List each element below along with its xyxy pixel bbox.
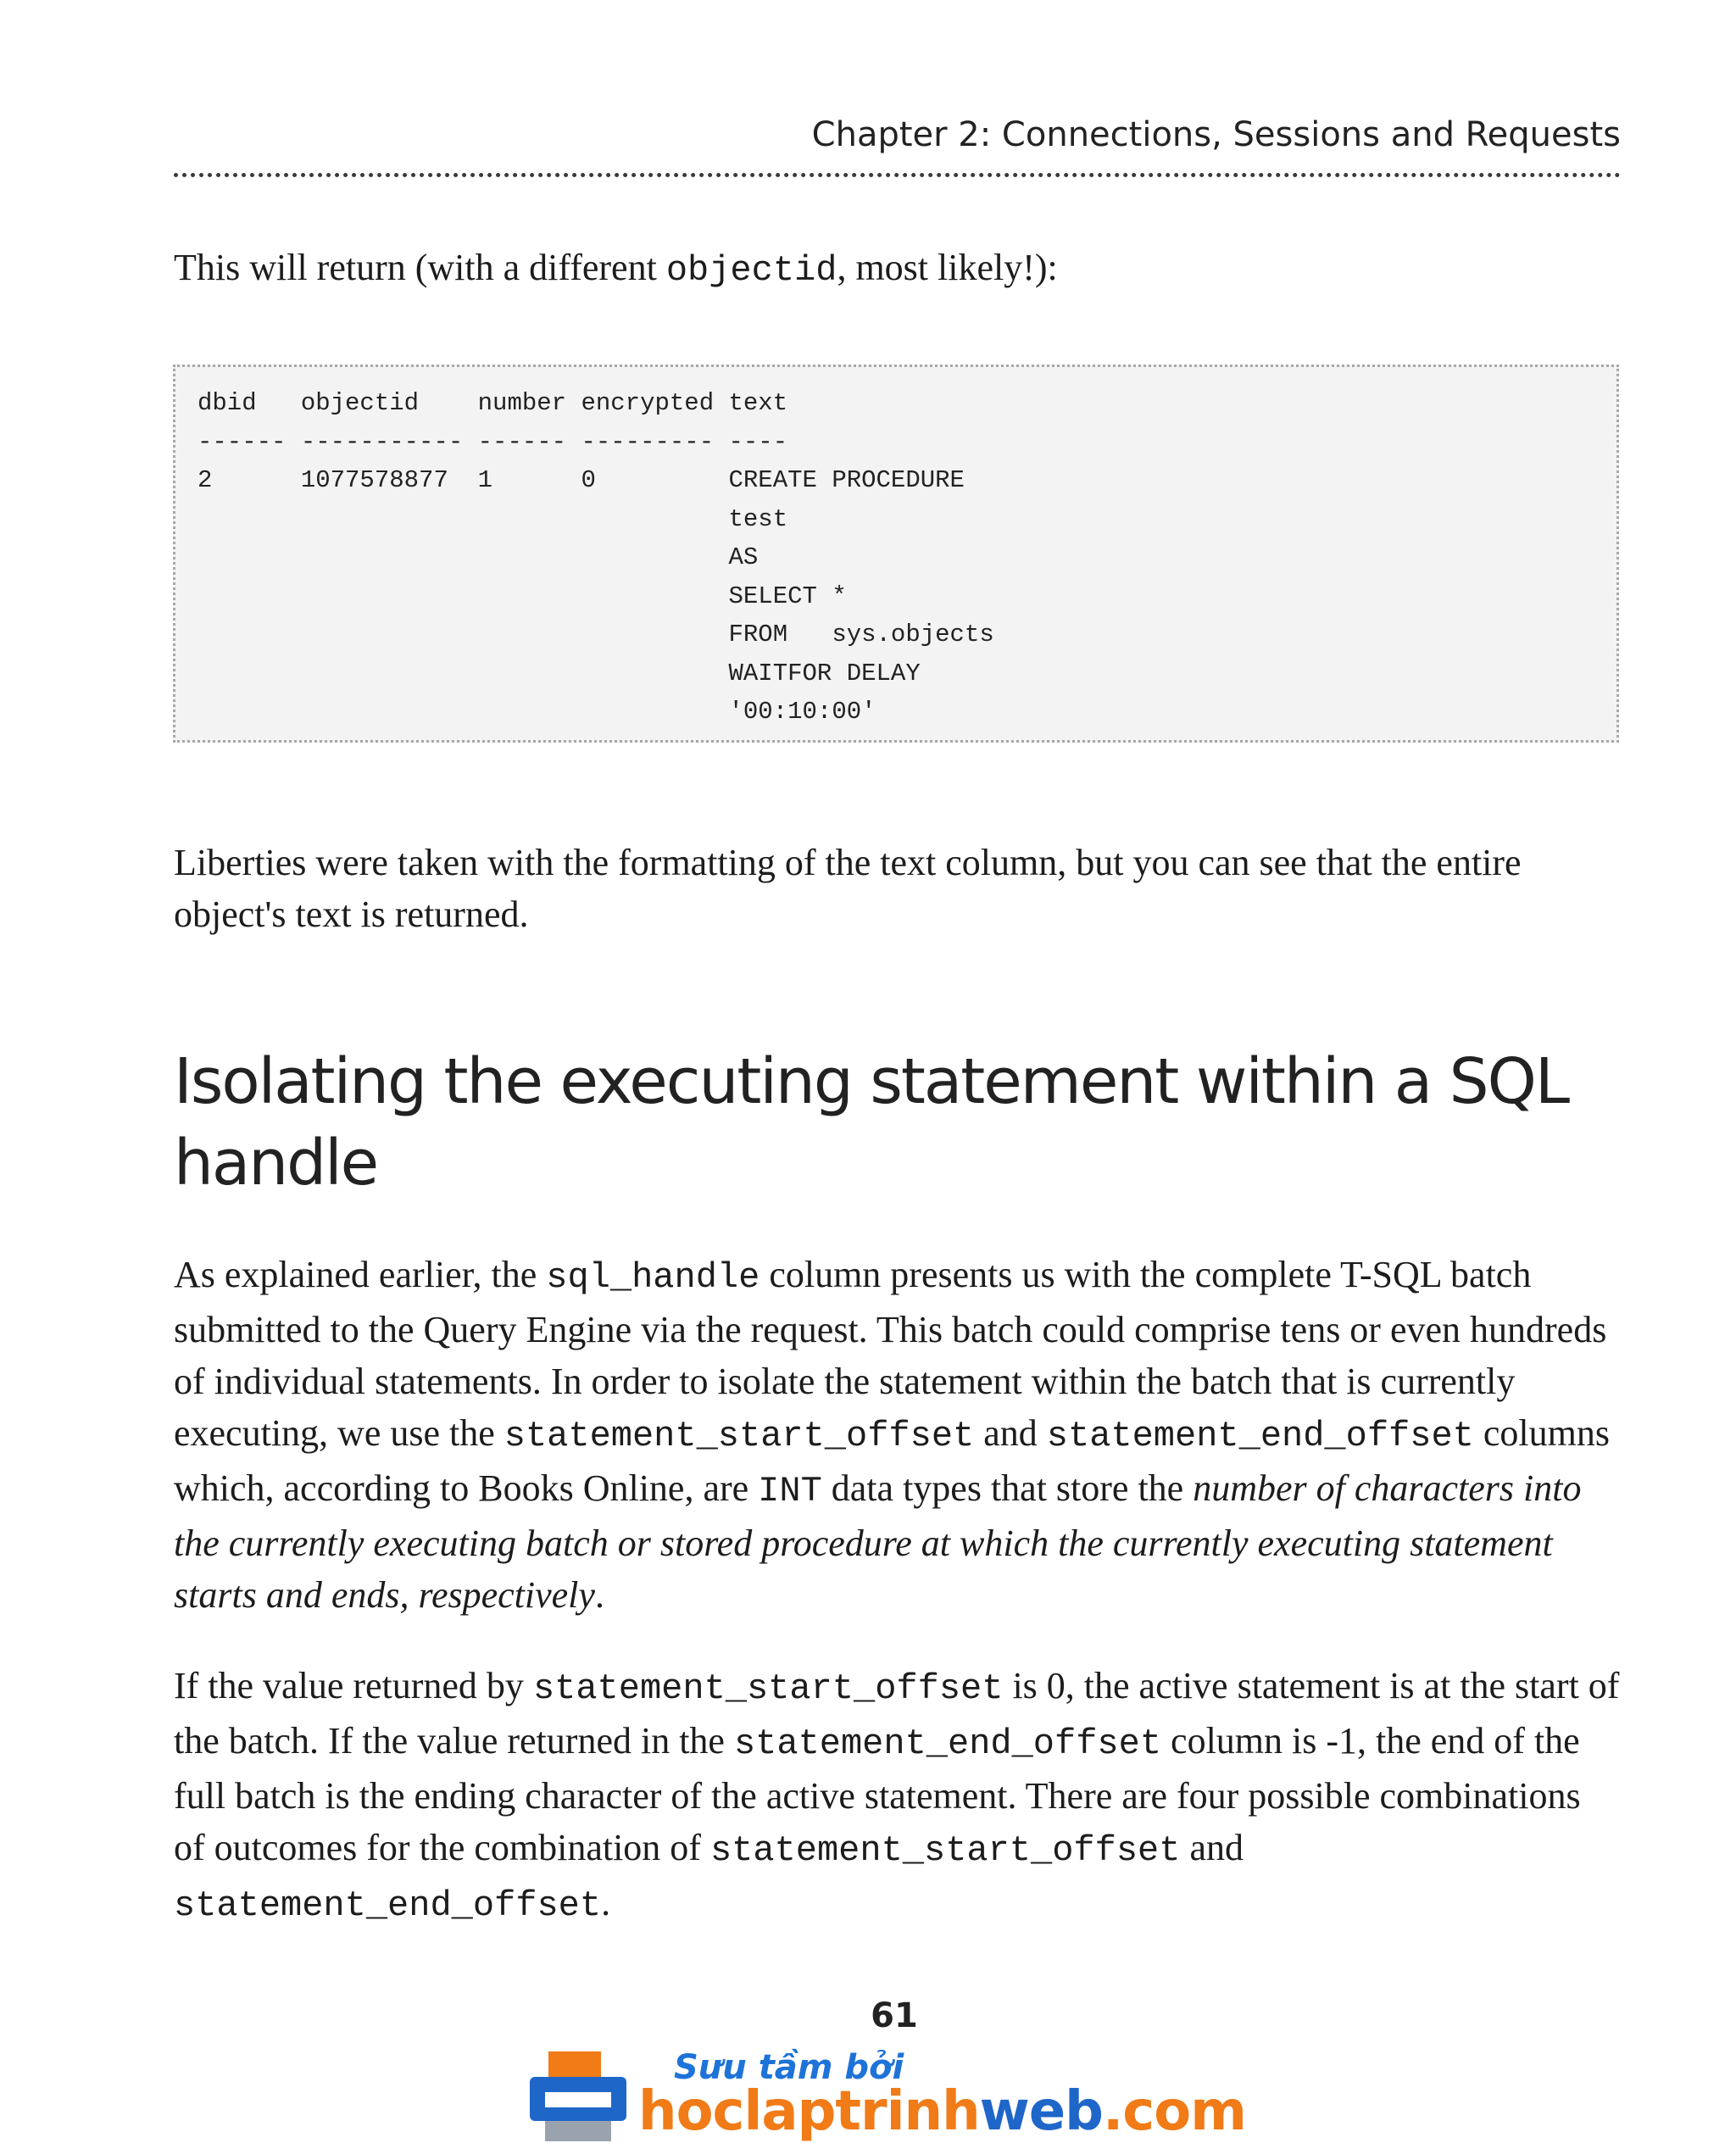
watermark-logo <box>530 2045 1246 2143</box>
paragraph-text: columns which, according to Books Online, are <box>174 1412 1610 1509</box>
italic-definition: number of characters into the currently executing batch or stored procedure at which the currently executing statement starts and ends, respectively <box>174 1467 1582 1616</box>
inline-code-objectid: objectid <box>665 250 837 291</box>
section-heading: Isolating the executing statement within a SQL handle <box>174 1045 1569 1200</box>
site-name-part: hoclaptrinh <box>638 2080 980 2143</box>
printer-logo-icon <box>530 2051 626 2141</box>
inline-code-int: INT <box>758 1471 822 1511</box>
inline-code-statement-end-offset: statement_end_offset <box>1046 1416 1474 1456</box>
offset-values-paragraph <box>174 1660 1621 1932</box>
watermark-site-name <box>638 2080 1246 2143</box>
paragraph-text: column presents us with the complete T-SQL batch submitted to the Query Engine via the request. This batch could comprise tens or even hundreds of individual statements. In order to isolate the statement within the batch that is currently executing, we use the <box>174 1254 1607 1454</box>
intro-text-end: , most likely!): <box>837 247 1058 288</box>
page-number: 61 <box>871 1996 918 2035</box>
site-name-part: .com <box>1102 2080 1246 2143</box>
intro-paragraph <box>174 242 1621 297</box>
inline-code-sql-handle: sql_handle <box>546 1257 760 1298</box>
paragraph-text: column is -1, the end of the full batch is the ending character of the active statement. There are four possible combinations of outcomes for the combination of <box>174 1720 1581 1868</box>
code-block <box>173 365 1619 743</box>
code-block-text: dbid objectid number encrypted text ------ ----------- ------ --------- ---- 2 1077578877 1 0 CREATE PROCEDURE test AS SELECT * FROM sys.objects WAITFOR DELAY '00:10:00' <box>198 389 994 726</box>
running-header: Chapter 2: Connections, Sessions and Requests <box>811 115 1621 154</box>
paragraph-text: and <box>1180 1827 1244 1868</box>
sql-handle-paragraph <box>174 1249 1621 1621</box>
paragraph-text: data types that store the <box>821 1467 1194 1509</box>
inline-code-statement-end-offset: statement_end_offset <box>174 1885 602 1926</box>
paragraph-text: and <box>974 1412 1047 1454</box>
inline-code-statement-start-offset: statement_start_offset <box>504 1416 975 1456</box>
inline-code-statement-end-offset: statement_end_offset <box>733 1723 1162 1764</box>
paragraph-text: If the value returned by <box>174 1665 533 1706</box>
intro-text: This will return (with a different <box>174 247 666 288</box>
header-divider <box>174 173 1621 177</box>
watermark-tagline: Sưu tầm bởi <box>674 2048 904 2087</box>
paragraph-text: As explained earlier, the <box>174 1254 547 1295</box>
paragraph-text: is 0, the active statement is at the start of the batch. If the value returned in the <box>174 1665 1620 1762</box>
paragraph-text: . <box>601 1882 611 1923</box>
site-name-part: web <box>979 2080 1103 2143</box>
paragraph-text: . <box>594 1574 604 1616</box>
inline-code-statement-start-offset: statement_start_offset <box>709 1830 1181 1871</box>
inline-code-statement-start-offset: statement_start_offset <box>532 1668 1004 1709</box>
liberties-paragraph: Liberties were taken with the formatting of the text column, but you can see that the entire object's text is returned. <box>174 842 1522 935</box>
